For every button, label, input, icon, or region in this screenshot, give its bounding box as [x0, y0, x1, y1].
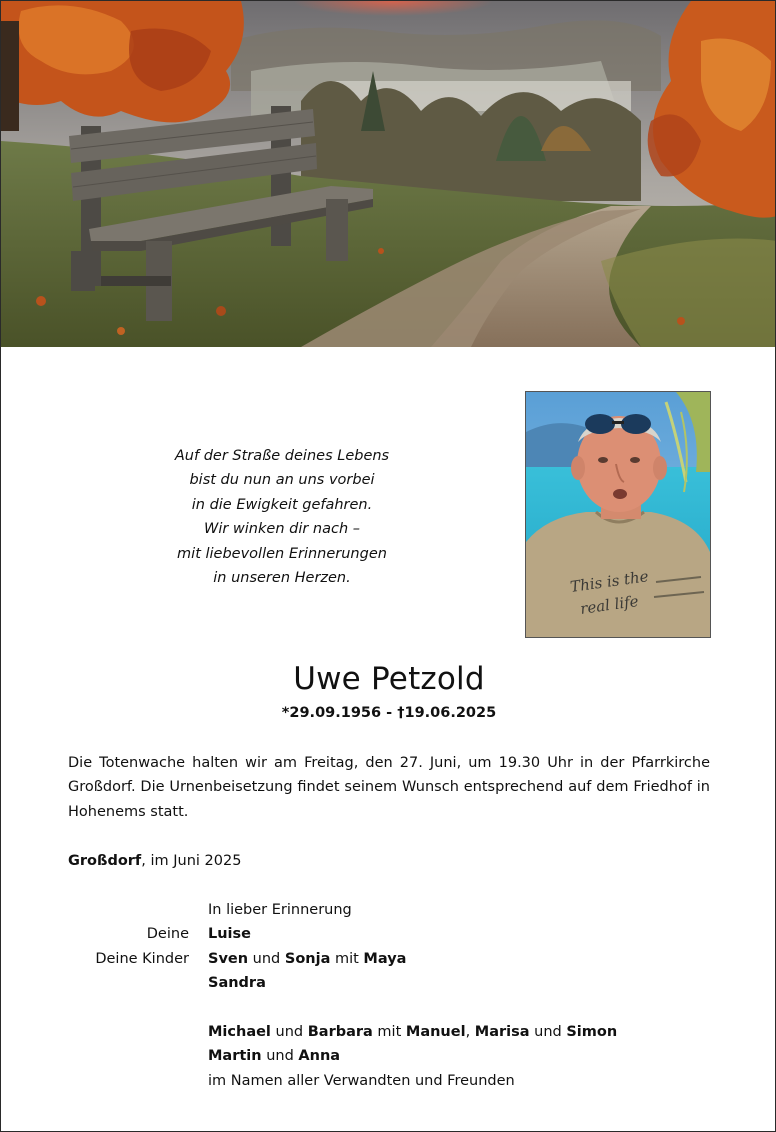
life-dates: *29.09.1956 - †19.06.2025 [281, 705, 497, 721]
poem-line: Wir winken dir nach – [203, 521, 361, 538]
poem-line: mit liebevollen Erinnerungen [177, 545, 387, 562]
deceased-name: Uwe Petzold [293, 661, 485, 697]
children-label: Deine Kinder [95, 950, 189, 967]
connector: mit [372, 1023, 406, 1040]
mourners-closing: im Namen aller Verwandten und Freunden [208, 1072, 515, 1089]
mourner-name: Sonja [284, 950, 331, 967]
mourner-line [208, 1020, 617, 1044]
mourner-name: Sandra [208, 975, 266, 992]
announcement-text: Die Totenwache halten wir am Freitag, den 27. Juni, um 19.30 Uhr in der Pfarrkirche Großdorf. Die Urnenbeisetzung findet seinem Wunsch entsprechend auf dem Friedhof in Hohenems statt. [68, 755, 710, 820]
mourner-name: Manuel [405, 1023, 466, 1040]
place-town: Großdorf [68, 853, 142, 869]
poem-line: in die Ewigkeit gefahren. [191, 496, 373, 513]
portrait-image [526, 392, 710, 637]
connector: , [465, 1023, 475, 1040]
connector: und [248, 950, 285, 967]
mourner-line [208, 1044, 340, 1068]
poem-line: bist du nun an uns vorbei [189, 472, 375, 489]
connector: und [270, 1023, 308, 1040]
mourners-list [1, 898, 776, 1093]
shirt-print-text: real life [579, 591, 640, 618]
wife-name: Luise [208, 926, 251, 943]
wife-label: Deine [146, 926, 189, 943]
connector: mit [330, 950, 364, 967]
mourner-name: Michael [208, 1023, 271, 1040]
mourner-name: Martin [208, 1048, 262, 1065]
mourner-name: Barbara [307, 1023, 373, 1040]
connector: und [529, 1023, 567, 1040]
connector: und [261, 1048, 299, 1065]
poem [151, 444, 413, 590]
header-photo-bench-autumn-path [1, 1, 776, 347]
mourner-name: Sven [208, 950, 249, 967]
mourner-name: Maya [363, 950, 407, 967]
mourners-intro: In lieber Erinnerung [208, 902, 352, 918]
mourner-name: Anna [298, 1048, 341, 1065]
mourner-name: Simon [566, 1023, 618, 1040]
poem-line: in unseren Herzen. [213, 570, 351, 587]
place-date: , im Juni 2025 [141, 853, 242, 869]
place-date-line [68, 849, 241, 873]
mourner-name: Marisa [474, 1023, 530, 1040]
portrait-photo [525, 391, 711, 638]
landscape-image [1, 1, 776, 347]
shirt-print-text: This is the [569, 567, 650, 596]
poem-line: Auf der Straße deines Lebens [174, 448, 390, 464]
mourner-line [208, 947, 406, 971]
